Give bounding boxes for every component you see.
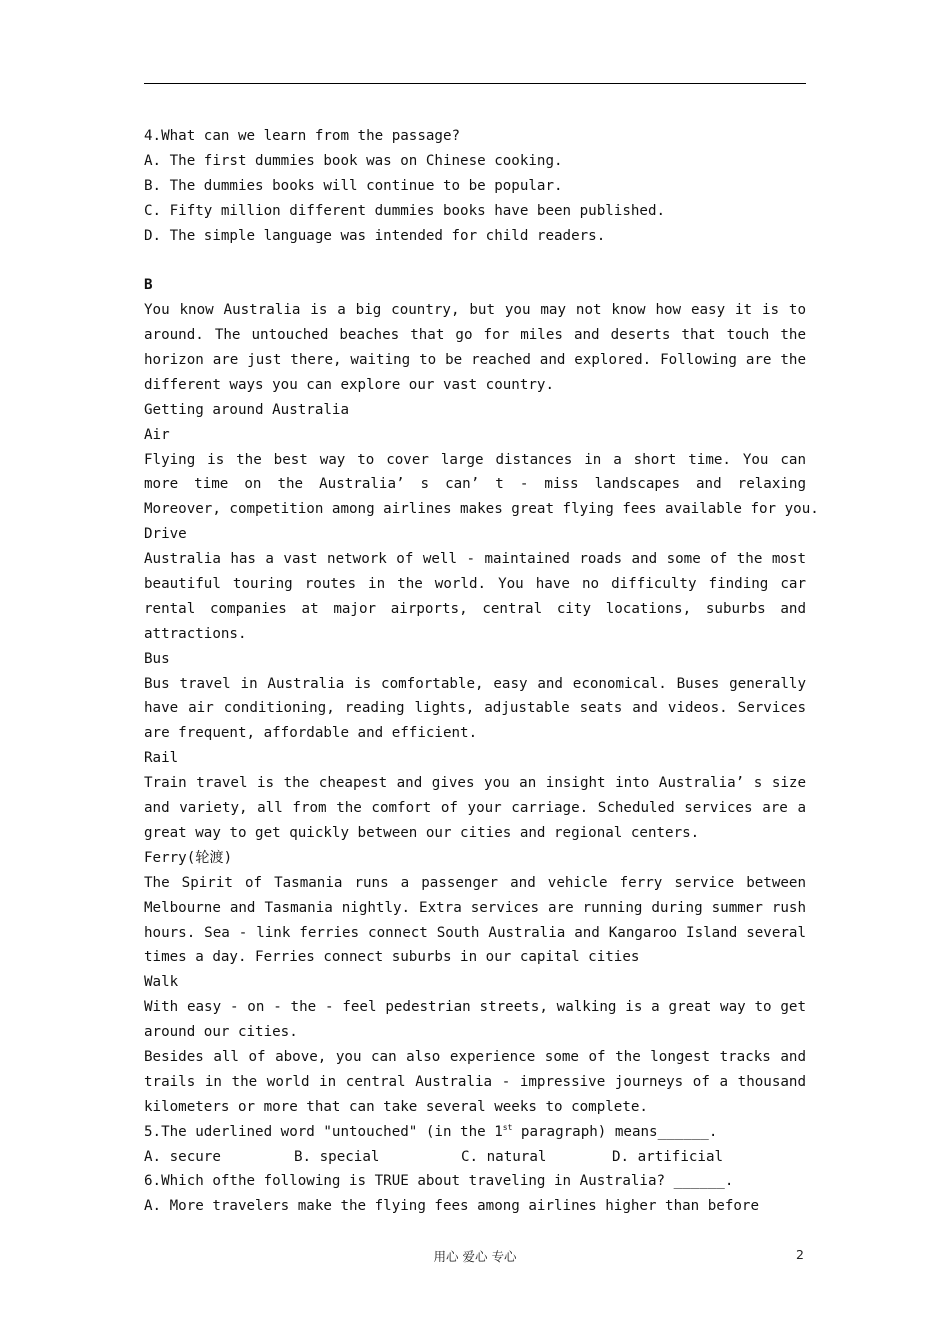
- air-line: Flying is the best way to cover large distances in a short time. You can: [144, 451, 806, 468]
- bus-line: Bus travel in Australia is comfortable, easy and economical. Buses generally: [144, 675, 806, 692]
- q4-option-a: A. The first dummies book was on Chinese cooking.: [144, 152, 563, 169]
- q5-stem-pre: 5.The uderlined word "untouched" (in the 1: [144, 1123, 503, 1140]
- page-content: [144, 124, 819, 1219]
- footer-motto: 用心 爱心 专心: [433, 1249, 517, 1264]
- q6-option-a: A. More travelers make the flying fees among airlines higher than before: [144, 1198, 759, 1215]
- air-line: more time on the Australia’ s can’ t - miss landscapes and relaxing: [144, 476, 806, 493]
- rail-title: Rail: [144, 750, 179, 767]
- drive-line: rental companies at major airports, central city locations, suburbs and: [144, 600, 806, 617]
- air-title: Air: [144, 426, 170, 443]
- section-heading: Getting around Australia: [144, 401, 349, 418]
- drive-line: attractions.: [144, 625, 247, 642]
- q5-option-b: B. special: [294, 1148, 380, 1165]
- intro-line: horizon are just there, waiting to be reached and explored. Following are the: [144, 352, 806, 369]
- ferry-title: Ferry(轮渡): [144, 849, 233, 866]
- q4-option-b: B. The dummies books will continue to be popular.: [144, 177, 563, 194]
- intro-line: different ways you can explore our vast country.: [144, 376, 554, 393]
- bus-line: have air conditioning, reading lights, adjustable seats and videos. Services: [144, 700, 806, 717]
- q5-stem-post: paragraph) means______.: [512, 1123, 718, 1140]
- q5-option-d: D. artificial: [612, 1148, 724, 1165]
- air-line: Moreover, competition among airlines makes great flying fees available for you.: [144, 501, 819, 518]
- bus-title: Bus: [144, 650, 170, 667]
- section-b-label: B: [144, 277, 153, 294]
- rail-line: great way to get quickly between our cities and regional centers.: [144, 824, 700, 841]
- intro-line: around. The untouched beaches that go for miles and deserts that touch the: [144, 327, 806, 344]
- spacer: [144, 248, 806, 273]
- closing-line: Besides all of above, you can also experience some of the longest tracks and: [144, 1048, 806, 1065]
- q4-option-c: C. Fifty million different dummies books have been published.: [144, 202, 666, 219]
- q5-stem: [144, 1120, 806, 1145]
- walk-title: Walk: [144, 974, 179, 991]
- q5-stem-sup: st: [502, 1122, 513, 1132]
- q5-option-a: A. secure: [144, 1148, 221, 1165]
- closing-line: trails in the world in central Australia - impressive journeys of a thousand: [144, 1073, 806, 1090]
- q6-stem: 6.Which ofthe following is TRUE about traveling in Australia? ______.: [144, 1173, 734, 1190]
- header-rule: [144, 83, 806, 84]
- closing-line: kilometers or more that can take several weeks to complete.: [144, 1098, 648, 1115]
- ferry-line: The Spirit of Tasmania runs a passenger and vehicle ferry service between: [144, 874, 806, 891]
- ferry-line: hours. Sea - link ferries connect South Australia and Kangaroo Island several: [144, 924, 806, 941]
- rail-line: and variety, all from the comfort of your carriage. Scheduled services are a: [144, 800, 806, 817]
- page-number: 2: [796, 1247, 804, 1262]
- drive-line: beautiful touring routes in the world. You have no difficulty finding car: [144, 576, 806, 593]
- intro-line: You know Australia is a big country, but you may not know how easy it is to: [144, 302, 806, 319]
- rail-line: Train travel is the cheapest and gives you an insight into Australia’ s size: [144, 775, 806, 792]
- ferry-line: times a day. Ferries connect suburbs in our capital cities: [144, 949, 640, 966]
- drive-line: Australia has a vast network of well - maintained roads and some of the most: [144, 551, 806, 568]
- q5-options: [144, 1145, 806, 1170]
- q5-option-c: C. natural: [461, 1148, 547, 1165]
- walk-line: With easy - on - the - feel pedestrian streets, walking is a great way to get: [144, 999, 806, 1016]
- bus-line: are frequent, affordable and efficient.: [144, 725, 478, 742]
- q4-stem: 4.What can we learn from the passage?: [144, 128, 461, 144]
- ferry-line: Melbourne and Tasmania nightly. Extra services are running during summer rush: [144, 899, 806, 916]
- walk-line: around our cities.: [144, 1024, 298, 1041]
- q4-option-d: D. The simple language was intended for child readers.: [144, 227, 606, 244]
- drive-title: Drive: [144, 526, 187, 543]
